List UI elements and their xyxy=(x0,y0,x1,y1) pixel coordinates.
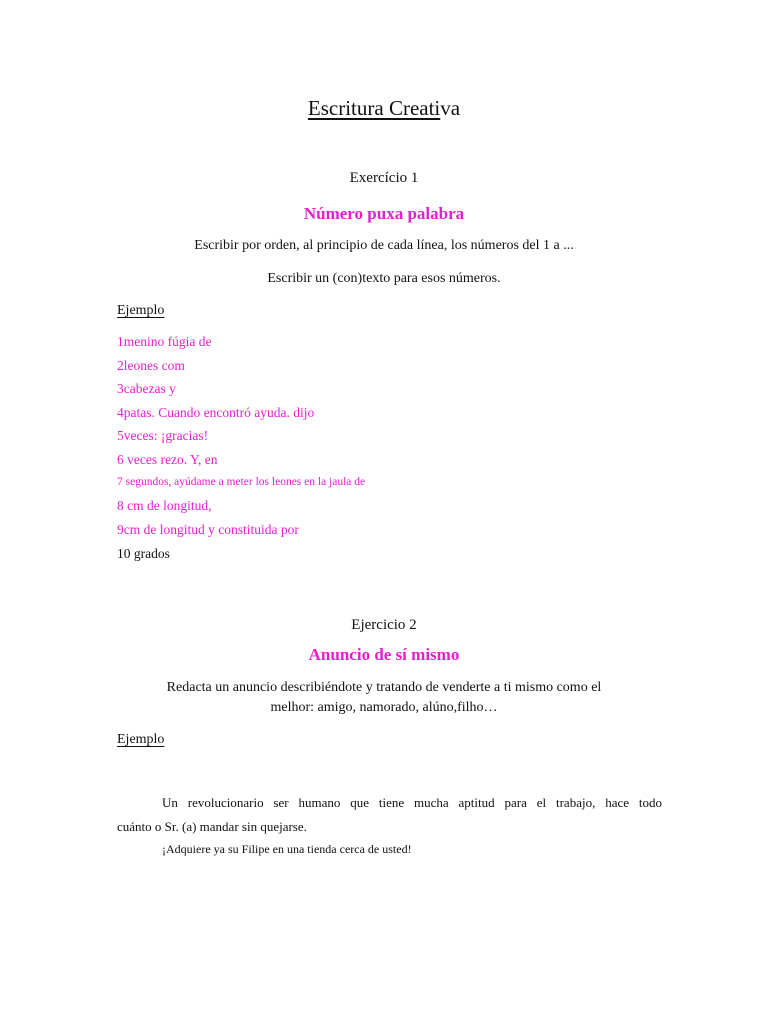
document-title-rest: va xyxy=(440,96,461,120)
example-line-7: 7 segundos, ayúdame a meter los leones en la jaula de xyxy=(117,476,366,488)
example-line-6: 6 veces rezo. Y, en xyxy=(117,452,218,467)
example-line-5: 5veces: ¡gracias! xyxy=(117,428,209,443)
exercise-2-instruction-line-2: melhor: amigo, namorado, alúno,filho… xyxy=(270,700,498,715)
example-paragraph-line-1-text: Un revolucionario ser humano que tiene mucha aptitud para el trabajo, hace todo xyxy=(162,795,662,810)
exercise-2-label: Ejercicio 2 xyxy=(351,617,417,633)
example-paragraph-line-2: cuánto o Sr. (a) mandar sin quejarse. xyxy=(117,819,307,834)
example-line-1: 1menino fúgia de xyxy=(117,334,212,349)
exercise-1-instruction-2: Escribir un (con)texto para esos números. xyxy=(267,271,501,286)
example-line-2: 2leones com xyxy=(117,358,185,373)
example-closing-line: ¡Adquiere ya su Filipe en una tienda cerca de usted! xyxy=(162,842,412,856)
exercise-2-example-label: Ejemplo xyxy=(117,732,165,747)
exercise-1-title: Número puxa palabra xyxy=(303,204,465,223)
exercise-1-label: Exercício 1 xyxy=(349,170,419,186)
example-paragraph-line-1 xyxy=(117,791,662,815)
document-title xyxy=(0,96,768,121)
exercise-1-example-label: Ejemplo xyxy=(117,303,165,318)
example-line-4: 4patas. Cuando encontró ayuda. dijo xyxy=(117,405,315,420)
exercise-1-instruction-1: Escribir por orden, al principio de cada línea, los números del 1 a ... xyxy=(194,238,574,253)
exercise-2-instruction-line-1: Redacta un anuncio describiéndote y tratando de venderte a ti mismo como el xyxy=(166,680,602,695)
document-title-underlined: Escritura Creati xyxy=(307,96,441,120)
example-line-10: 10 grados xyxy=(117,546,170,561)
example-line-8: 8 cm de longitud, xyxy=(117,498,212,513)
example-paragraph xyxy=(117,791,662,839)
example-line-9: 9cm de longitud y constituida por xyxy=(117,522,299,537)
exercise-2-title: Anuncio de sí mismo xyxy=(308,645,460,664)
example-line-3: 3cabezas y xyxy=(117,381,176,396)
